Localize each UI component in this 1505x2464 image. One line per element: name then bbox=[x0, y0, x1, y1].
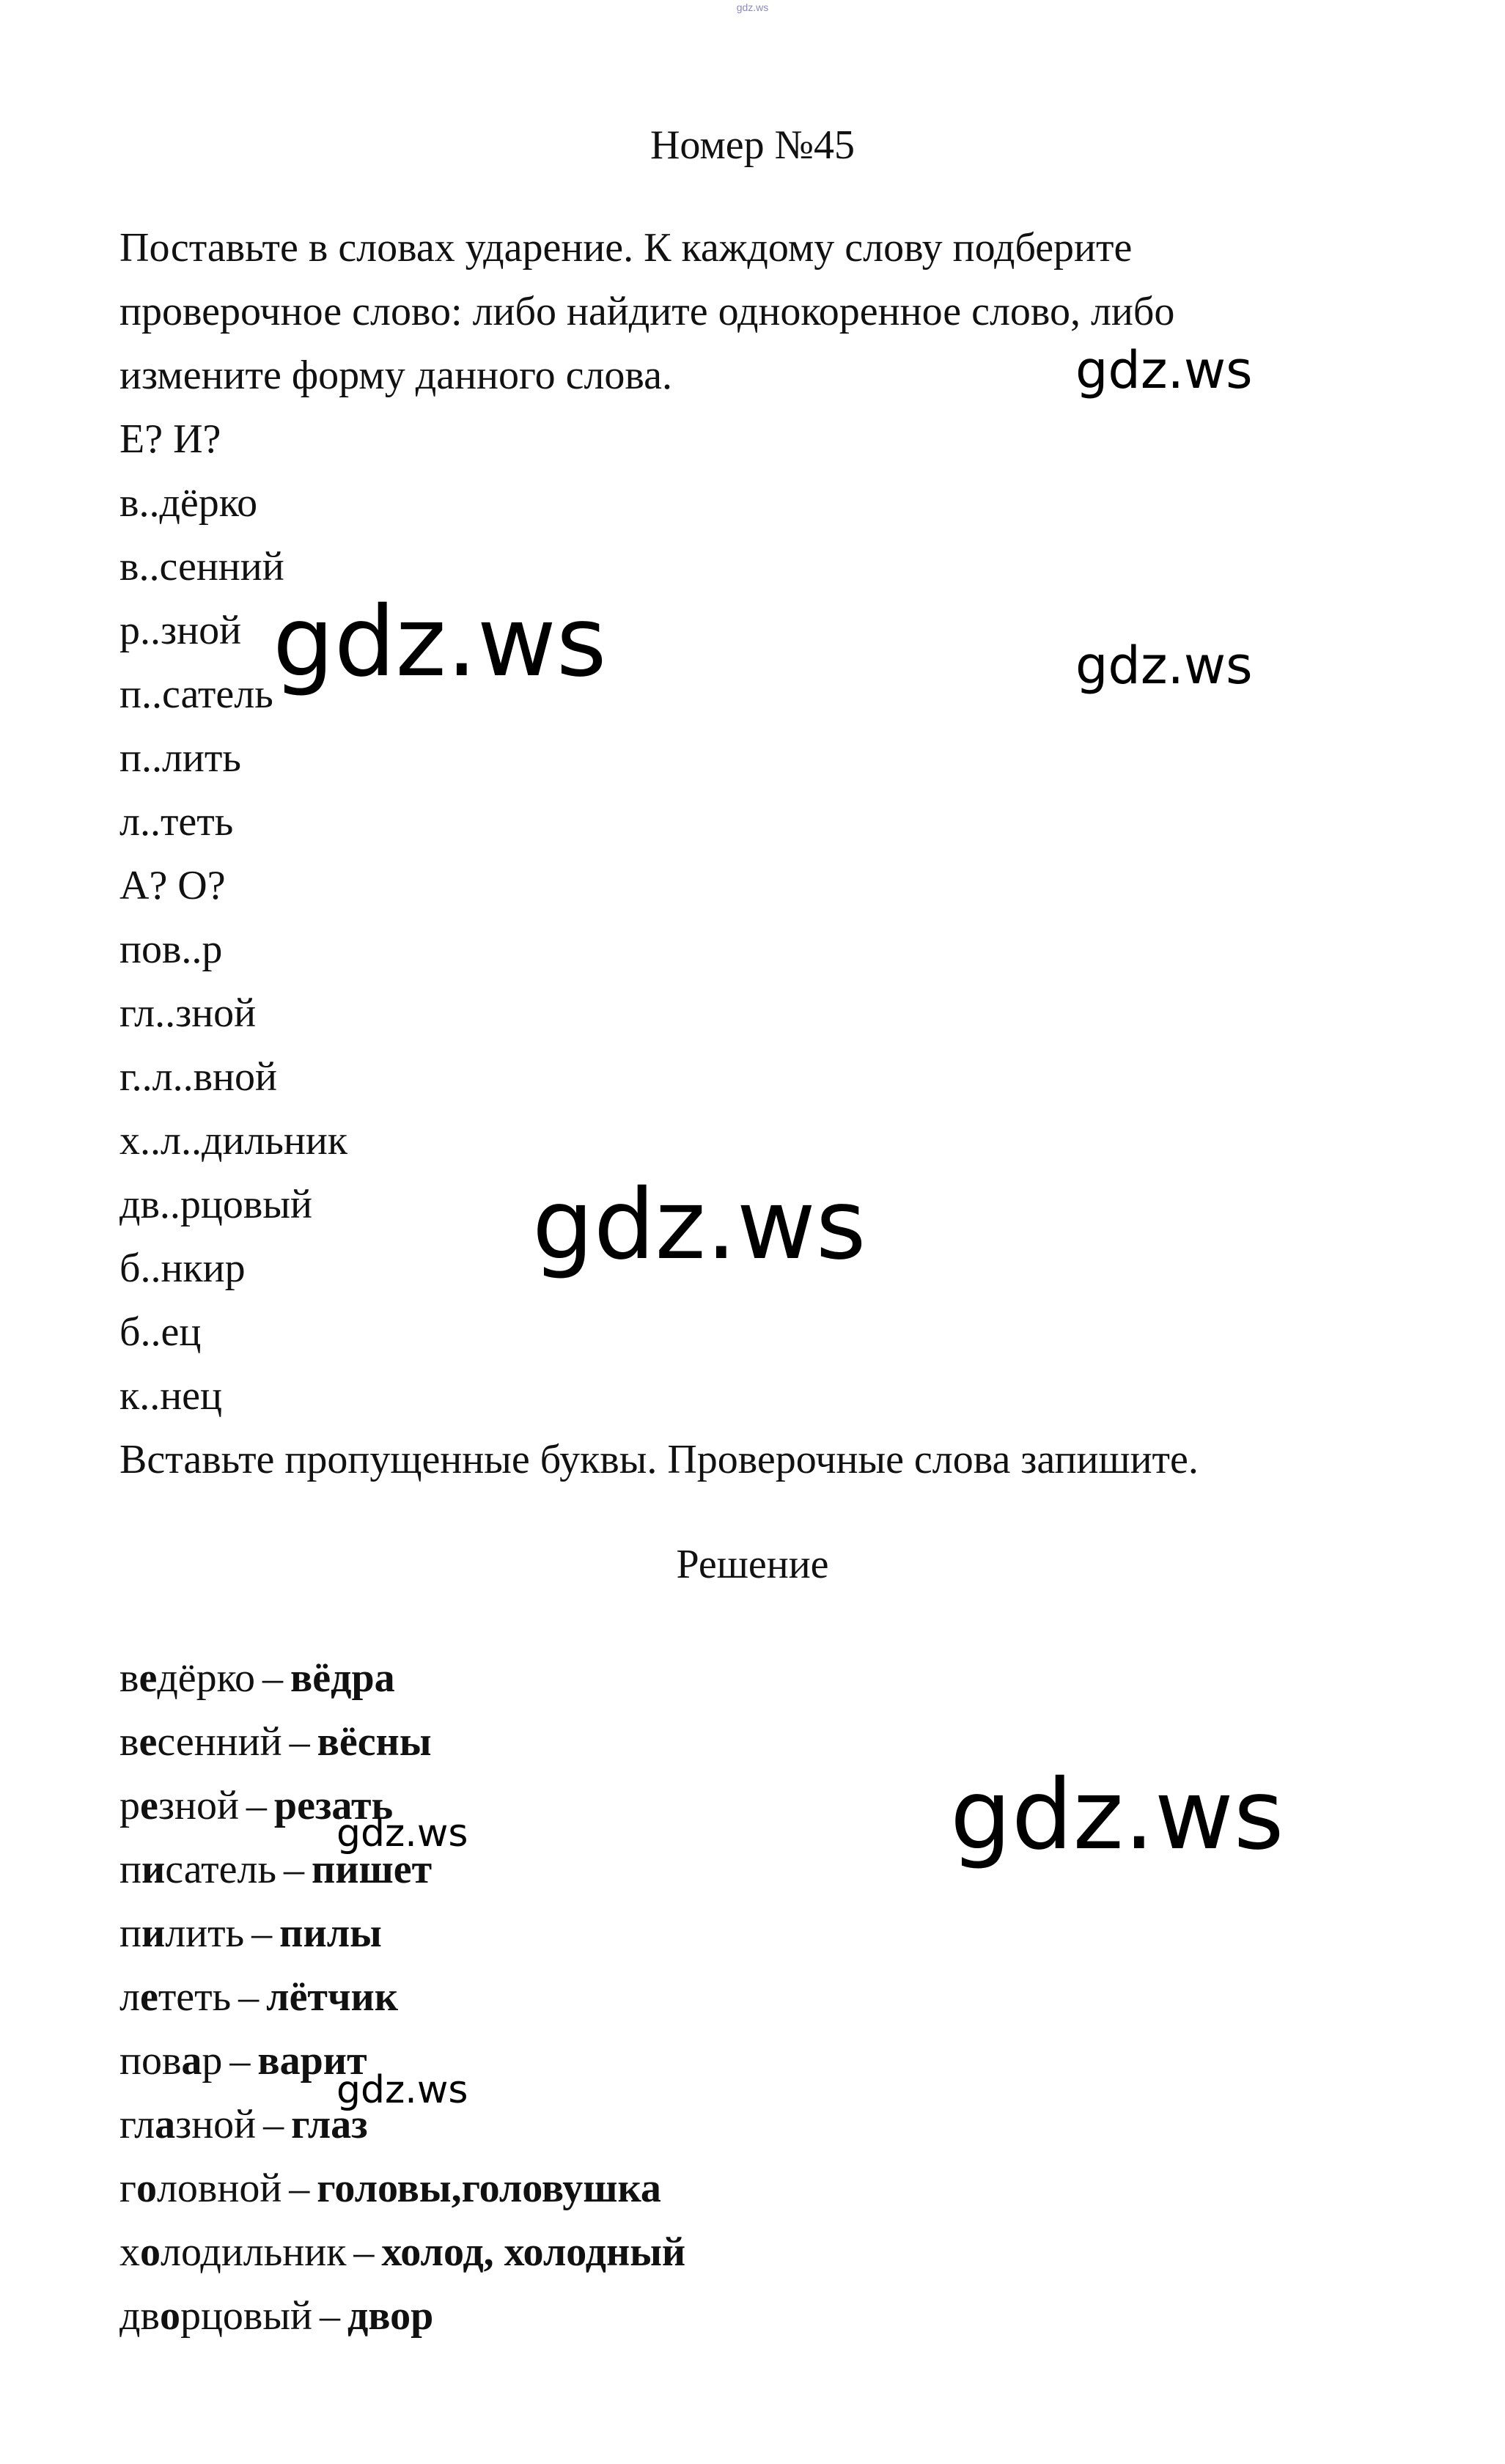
task-line: в..дёрко bbox=[119, 480, 258, 526]
word-part: п bbox=[119, 1910, 141, 1956]
check-word: двор bbox=[347, 2293, 434, 2339]
check-word: лётчик bbox=[266, 1974, 399, 2020]
inserted-letter: о bbox=[159, 2293, 180, 2339]
task-line: х..л..дильник bbox=[119, 1118, 348, 1163]
answer-word bbox=[119, 1974, 231, 2020]
word-part: зной bbox=[158, 1783, 239, 1828]
inserted-letter: о bbox=[140, 2229, 161, 2275]
word-part: в bbox=[119, 1719, 139, 1765]
answer-line bbox=[119, 2029, 1146, 2093]
task-line: л..теть bbox=[119, 799, 234, 845]
word-part: лодильник bbox=[161, 2229, 347, 2275]
task-line: А? О? bbox=[119, 863, 226, 908]
task-line: в..сенний bbox=[119, 544, 284, 589]
watermark: gdz.ws bbox=[532, 1169, 866, 1281]
word-part: пов bbox=[119, 2038, 182, 2084]
inserted-letter: е bbox=[139, 1974, 158, 2020]
task-line: Вставьте пропущенные буквы. Проверочные слова запишите. bbox=[119, 1437, 1199, 1482]
watermark: gdz.ws bbox=[1075, 636, 1253, 696]
answer-word bbox=[119, 2229, 346, 2275]
answer-line bbox=[119, 2093, 1146, 2157]
word-part: в bbox=[119, 1655, 139, 1701]
dash: – bbox=[263, 2102, 284, 2147]
answer-word bbox=[119, 2166, 282, 2211]
answer-line bbox=[119, 2284, 1146, 2348]
answer-word bbox=[119, 2038, 222, 2084]
watermark: gdz.ws bbox=[950, 1759, 1284, 1872]
answer-word bbox=[119, 1783, 239, 1828]
inserted-letter: е bbox=[139, 1719, 158, 1765]
answer-word bbox=[119, 2293, 312, 2339]
task-line: р..зной bbox=[119, 608, 242, 653]
task-line: п..сатель bbox=[119, 672, 273, 717]
check-word: головы,головушка bbox=[317, 2166, 661, 2211]
task-line: Е? И? bbox=[119, 416, 221, 462]
top-watermark: gdz.ws bbox=[736, 1, 769, 13]
answer-line bbox=[119, 1774, 1146, 1838]
dash: – bbox=[319, 2293, 340, 2339]
check-word: пилы bbox=[279, 1910, 382, 1956]
dash: – bbox=[353, 2229, 375, 2275]
word-part: л bbox=[119, 1974, 140, 2020]
inserted-letter: и bbox=[141, 1847, 166, 1892]
watermark: gdz.ws bbox=[273, 586, 607, 699]
check-word: вёдра bbox=[290, 1655, 395, 1701]
answer-word bbox=[119, 1847, 276, 1892]
task-line: дв..рцовый bbox=[119, 1182, 312, 1227]
watermark: gdz.ws bbox=[336, 2068, 468, 2112]
word-part: лить bbox=[165, 1910, 245, 1956]
inserted-letter: и bbox=[141, 1910, 166, 1956]
word-part: дёрко bbox=[157, 1655, 256, 1701]
answer-line bbox=[119, 2157, 1146, 2221]
task-line: пов..р bbox=[119, 927, 223, 972]
task-line: б..ец bbox=[119, 1309, 202, 1355]
check-word: резать bbox=[273, 1783, 394, 1828]
task-line: Поставьте в словах ударение. К каждому слову подберите bbox=[119, 225, 1133, 271]
answer-word bbox=[119, 1910, 244, 1956]
page-title: Номер №45 bbox=[650, 122, 855, 168]
solution-heading: Решение bbox=[676, 1542, 829, 1587]
word-part: сенний bbox=[157, 1719, 282, 1765]
inserted-letter: а bbox=[155, 2102, 176, 2147]
word-part: рцовый bbox=[180, 2293, 312, 2339]
dash: – bbox=[251, 1910, 273, 1956]
answer-word bbox=[119, 1719, 282, 1765]
word-part: сатель bbox=[165, 1847, 276, 1892]
answer-line bbox=[119, 1965, 1146, 2029]
inserted-letter: о bbox=[136, 2166, 157, 2211]
dash: – bbox=[246, 1783, 267, 1828]
answer-word bbox=[119, 2102, 256, 2147]
word-part: р bbox=[202, 2038, 223, 2084]
answer-line bbox=[119, 1902, 1146, 1965]
answer-line bbox=[119, 1838, 1146, 1902]
dash: – bbox=[284, 1847, 304, 1892]
dash: – bbox=[289, 2166, 310, 2211]
inserted-letter: а bbox=[181, 2038, 202, 2084]
check-word: вёсны bbox=[317, 1719, 432, 1765]
check-word: варит bbox=[257, 2038, 367, 2084]
word-part: х bbox=[119, 2229, 140, 2275]
check-word: пишет bbox=[312, 1847, 433, 1892]
inserted-letter: е bbox=[139, 1655, 158, 1701]
task-text bbox=[119, 216, 1292, 1492]
word-part: ловной bbox=[156, 2166, 282, 2211]
answer-line bbox=[119, 1647, 1146, 1710]
check-word: глаз bbox=[291, 2102, 368, 2147]
word-part: р bbox=[119, 1783, 140, 1828]
answer-word bbox=[119, 1655, 255, 1701]
task-line: п..лить bbox=[119, 735, 241, 781]
task-line: проверочное слово: либо найдите однокоренное слово, либо bbox=[119, 289, 1175, 334]
word-part: теть bbox=[158, 1974, 232, 2020]
check-word: холод, холодный bbox=[381, 2229, 686, 2275]
answers-list bbox=[119, 1647, 1146, 2348]
task-line: б..нкир bbox=[119, 1246, 246, 1291]
answer-line bbox=[119, 2221, 1146, 2284]
dash: – bbox=[229, 2038, 251, 2084]
word-part: дв bbox=[119, 2293, 160, 2339]
dash: – bbox=[289, 1719, 310, 1765]
watermark: gdz.ws bbox=[336, 1812, 468, 1856]
word-part: гл bbox=[119, 2102, 155, 2147]
watermark: gdz.ws bbox=[1075, 340, 1253, 400]
task-line: гл..зной bbox=[119, 990, 257, 1036]
word-part: г bbox=[119, 2166, 136, 2211]
dash: – bbox=[262, 1655, 284, 1701]
task-line: к..нец bbox=[119, 1373, 222, 1419]
answer-line bbox=[119, 1710, 1146, 1774]
task-line: г..л..вной bbox=[119, 1054, 277, 1100]
word-part: зной bbox=[175, 2102, 257, 2147]
word-part: п bbox=[119, 1847, 141, 1892]
dash: – bbox=[238, 1974, 260, 2020]
task-line: измените форму данного слова. bbox=[119, 353, 672, 398]
inserted-letter: е bbox=[140, 1783, 158, 1828]
